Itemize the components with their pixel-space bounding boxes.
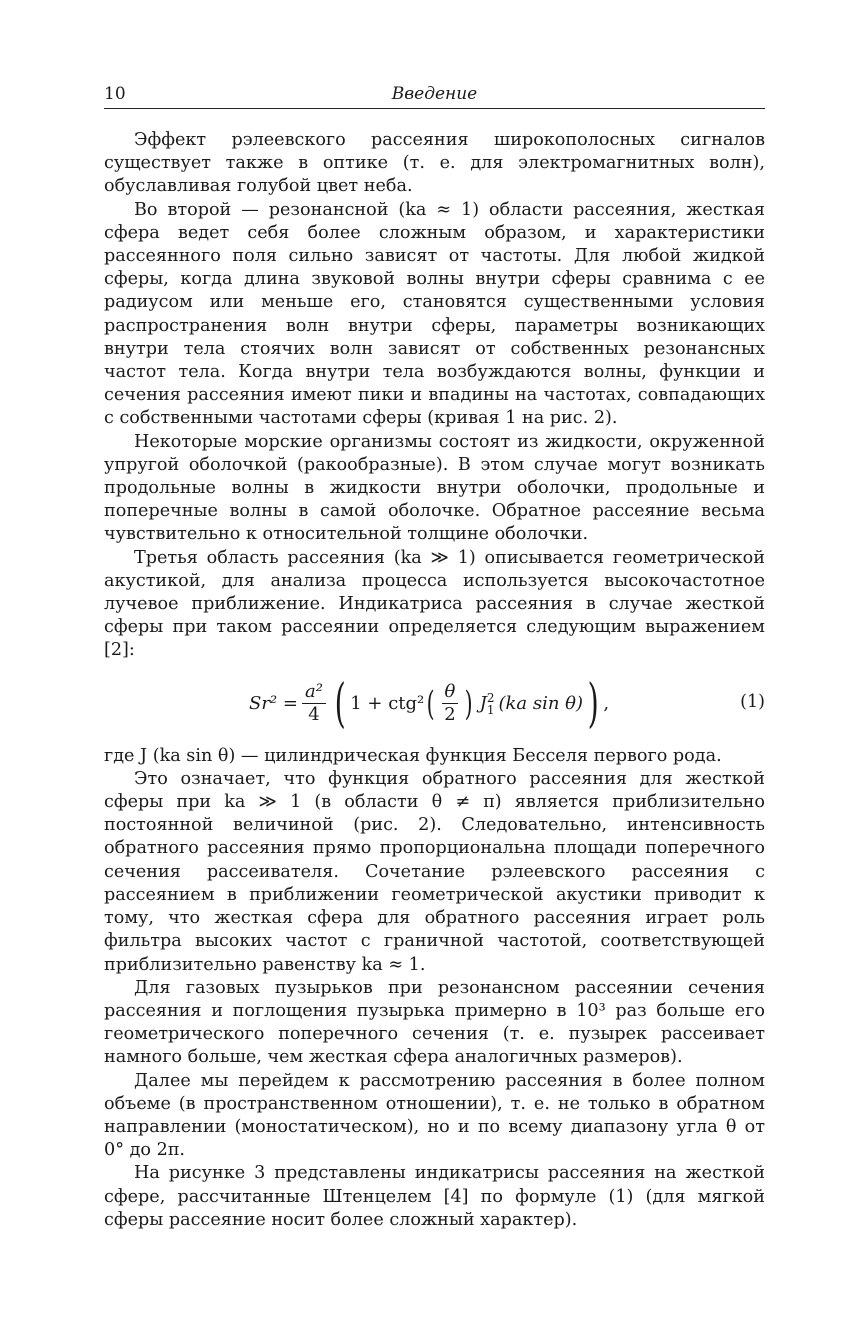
paragraph: Это означает, что функция обратного рассеяния для жесткой сферы при ka ≫ 1 (в области θ ≠ π) является приблизительно постоянной величиной (рис. 2). Следовательно, интенсивность обратного рассеяния прямо пропорциональна площади поперечного сечения рассеивателя. Сочетание рэлеевского рассеяния с рассеянием в приближении геометрической акустики приводит к тому, что жесткая сфера для обратного рассеяния играет роль фильтра высоких частот с граничной частотой, соответствующей приблизительно равенству ka ≈ 1.: [104, 768, 765, 975]
fraction-denominator: 4: [308, 704, 320, 726]
close-paren-small: ): [465, 683, 473, 724]
fraction-a2-over-4: [302, 682, 326, 725]
open-paren-small: (: [426, 683, 435, 724]
page-number: 10: [104, 84, 126, 104]
bessel-sup: 2: [486, 690, 495, 705]
equation-block: [104, 671, 765, 737]
fraction-theta-over-2: [442, 682, 459, 725]
paragraph: где J (ka sin θ) — цилиндрическая функция Бесселя первого рода.: [104, 745, 722, 766]
equation-tail: ,: [603, 693, 610, 715]
bessel-symbol: J: [479, 693, 487, 715]
equation-lhs: Sr² =: [249, 693, 298, 715]
paragraph: Для газовых пузырьков при резонансном рассеянии сечения рассеяния и поглощения пузырька примерно в 10³ раз больше его геометрического поперечного сечения (т. е. пузырек рассеивает намного больше, чем жесткая сфера аналогичных размеров).: [104, 977, 765, 1068]
open-paren: (: [334, 673, 346, 734]
inner-expression: 1 + ctg²: [350, 693, 425, 715]
running-header: [104, 80, 765, 109]
paragraph: Некоторые морские организмы состоят из жидкости, окруженной упругой оболочкой (ракообразные). В этом случае могут возникать продольные волны в жидкости внутри оболочки, продольные и поперечные волны в самой оболочке. Обратное рассеяние весьма чувствительно к относительной толщине оболочки.: [104, 431, 765, 545]
bessel-argument: (ka sin θ): [498, 693, 584, 715]
fraction-numerator: a²: [302, 682, 326, 704]
paragraph: Во второй — резонансной (ka ≈ 1) области рассеяния, жесткая сфера ведет себя более сложным образом, и характеристики рассеянного поля сильно зависят от частоты. Для любой жидкой сферы, когда длина звуковой волны внутри сферы сравнима с ее радиусом или меньше его, становятся существенными условия распространения волн внутри сферы, параметры возникающих внутри тела стоячих волн зависят от собственных резонансных частот тела. Когда внутри тела возбуждаются волны, функции и сечения рассеяния имеют пики и впадины на частотах, совпадающих с собственными частотами сферы (кривая 1 на рис. 2).: [104, 199, 765, 429]
close-paren: ): [587, 673, 599, 734]
book-page: [104, 80, 765, 1232]
chapter-title: Введение: [391, 84, 478, 104]
body-text: [104, 129, 765, 1232]
paragraph: Эффект рэлеевского рассеяния широкополосных сигналов существует также в оптике (т. е. для электромагнитных волн), обуславливая голубой цвет неба.: [104, 130, 765, 197]
paragraph: Далее мы перейдем к рассмотрению рассеяния в более полном объеме (в пространственном отношении), т. е. не только в обратном направлении (моностатическом), но и по всему диапазону угла θ от 0° до 2π.: [104, 1070, 765, 1161]
equation-number: (1): [740, 691, 765, 712]
bessel-indices: [487, 692, 495, 716]
paragraph: Третья область рассеяния (ka ≫ 1) описывается геометрической акустикой, для анализа процесса используется высокочастотное лучевое приближение. Индикатриса рассеяния в случае жесткой сферы при таком рассеянии определяется следующим выражением [2]:: [104, 547, 765, 661]
equation: [249, 671, 609, 737]
theta-numerator: θ: [442, 682, 459, 704]
paragraph: На рисунке 3 представлены индикатрисы рассеяния на жесткой сфере, рассчитанные Штенцелем [4] по формуле (1) (для мягкой сферы рассеяние носит более сложный характер).: [104, 1163, 765, 1230]
bessel-sub: 1: [486, 702, 495, 717]
theta-denominator: 2: [444, 704, 456, 726]
